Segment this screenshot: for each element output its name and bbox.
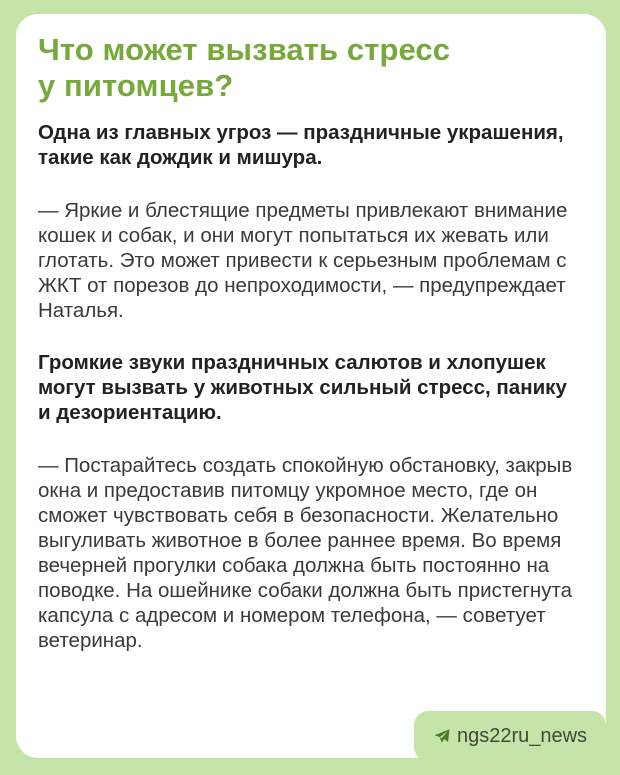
lead-paragraph: Одна из главных угроз — праздничные украшения, такие как дождик и мишура. [38, 121, 564, 169]
article-card [16, 14, 606, 758]
highlight-paragraph: Громкие звуки праздничных салютов и хлопушек могут вызвать у животных сильный стресс, панику и дезориентацию. [38, 351, 567, 424]
quote-paragraph-natalya: — Яркие и блестящие предметы привлекают внимание кошек и собак, и они могут попытаться их жевать или глотать. Это может привести к серьезным проблемам с ЖКТ от порезов до непроходимости, — предупреждает Наталья. [38, 199, 568, 322]
channel-handle: ngs22ru_news [456, 724, 588, 747]
quote-paragraph-vet: — Постарайтесь создать спокойную обстановку, закрыв окна и предоставив питомцу укромное место, где он сможет чувствовать себя в безопасности. Желательно выгуливать животное в более раннее время. Во время вечерней прогулки собака должна быть постоянно на поводке. На ошейнике собаки должна быть пристегнута капсула с адресом и номером телефона, — советует ветеринар. [38, 454, 573, 652]
telegram-icon [433, 727, 451, 745]
channel-badge[interactable] [414, 711, 606, 761]
page-title: Что может вызвать стресс у питомцев? [38, 32, 451, 103]
